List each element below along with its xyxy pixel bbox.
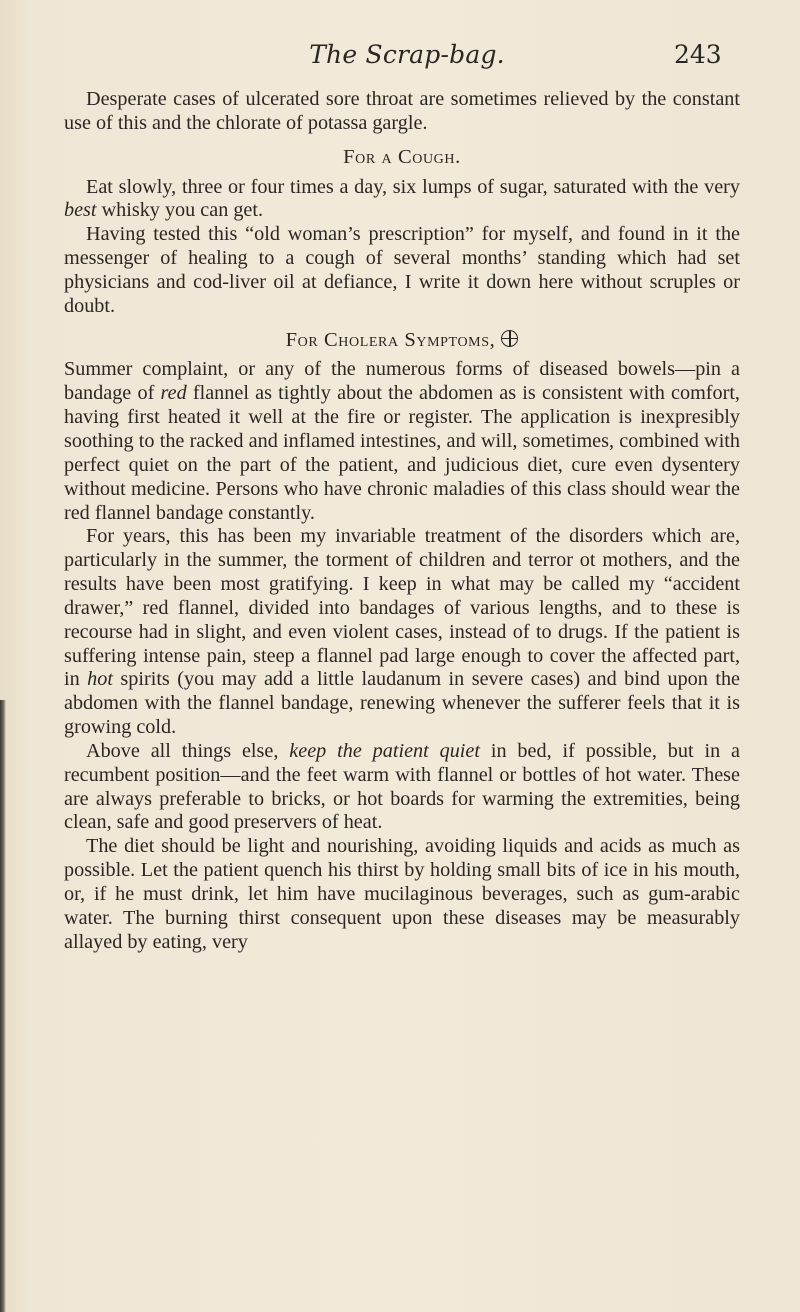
heading-for-cholera-symptoms: For Cholera Symptoms,: [64, 329, 740, 353]
paragraph-cough-remedy: Eat slowly, three or four times a day, six lumps of sugar, saturated with the very best whisky you can get.: [64, 175, 740, 222]
paragraph-red-flannel: Summer complaint, or any of the numerous forms of diseased bowels—pin a bandage of red flannel as tightly about the abdomen as is consistent with comfort, having first heated it well at the fire or register. The application is inexpresibly soothing to the racked and inflamed intestines, and will, sometimes, combined with perfect quiet on the part of the patient, and judicious diet, cure even dysentery without medicine. Persons who have chronic maladies of this class should wear the red flannel bandage constantly.: [64, 358, 740, 524]
running-title: The Scrap-bag.: [309, 40, 505, 69]
page-text: [64, 88, 740, 955]
heading-for-a-cough: For a Cough.: [343, 145, 461, 168]
paragraph-diet: The diet should be light and nourishing, avoiding liquids and acids as much as possible. Let the patient quench his thirst by holding small bits of ice in his mouth, or, if he must drink, let him have mucilaginous beverages, such as gum-arabic water. The burning thirst consequent upon these diseases may be measurably allayed by eating, very: [64, 835, 740, 953]
paragraph-invariable-treatment: For years, this has been my invariable treatment of the disorders which are, particularly in the summer, the torment of children and terror ot mothers, and the results have been most gratifying. I keep in what may be called my “accident drawer,” red flannel, divided into bandages of various lengths, and to these is recourse had in slight, and even violent cases, instead of to drugs. If the patient is suffering intense pain, steep a flannel pad large enough to cover the affected part, in hot spirits (you may add a little laudanum in severe cases) and bind upon the abdomen with the flannel bandage, renewing whenever the sufferer feels that it is growing cold.: [64, 525, 740, 739]
paragraph-cough-testimony: Having tested this “old woman’s prescription” for myself, and found in it the messenger of healing to a cough of several months’ standing which had set physicians and cod-liver oil at defiance, I write it down here without scruples or doubt.: [64, 223, 740, 317]
page-number: 243: [674, 40, 722, 69]
cross-in-circle-icon: [501, 330, 518, 347]
paragraph-keep-patient-quiet: Above all things else, keep the patient quiet in bed, if possible, but in a recumbent position—and the feet warm with flannel or bottles of hot water. These are always preferable to bricks, or hot boards for warming the extremities, being clean, safe and good preservers of heat.: [64, 739, 740, 834]
binding-shadow: [0, 700, 6, 1312]
paragraph-sore-throat: Desperate cases of ulcerated sore throat are sometimes relieved by the constant use of this and the chlorate of potassa gargle.: [64, 88, 740, 134]
